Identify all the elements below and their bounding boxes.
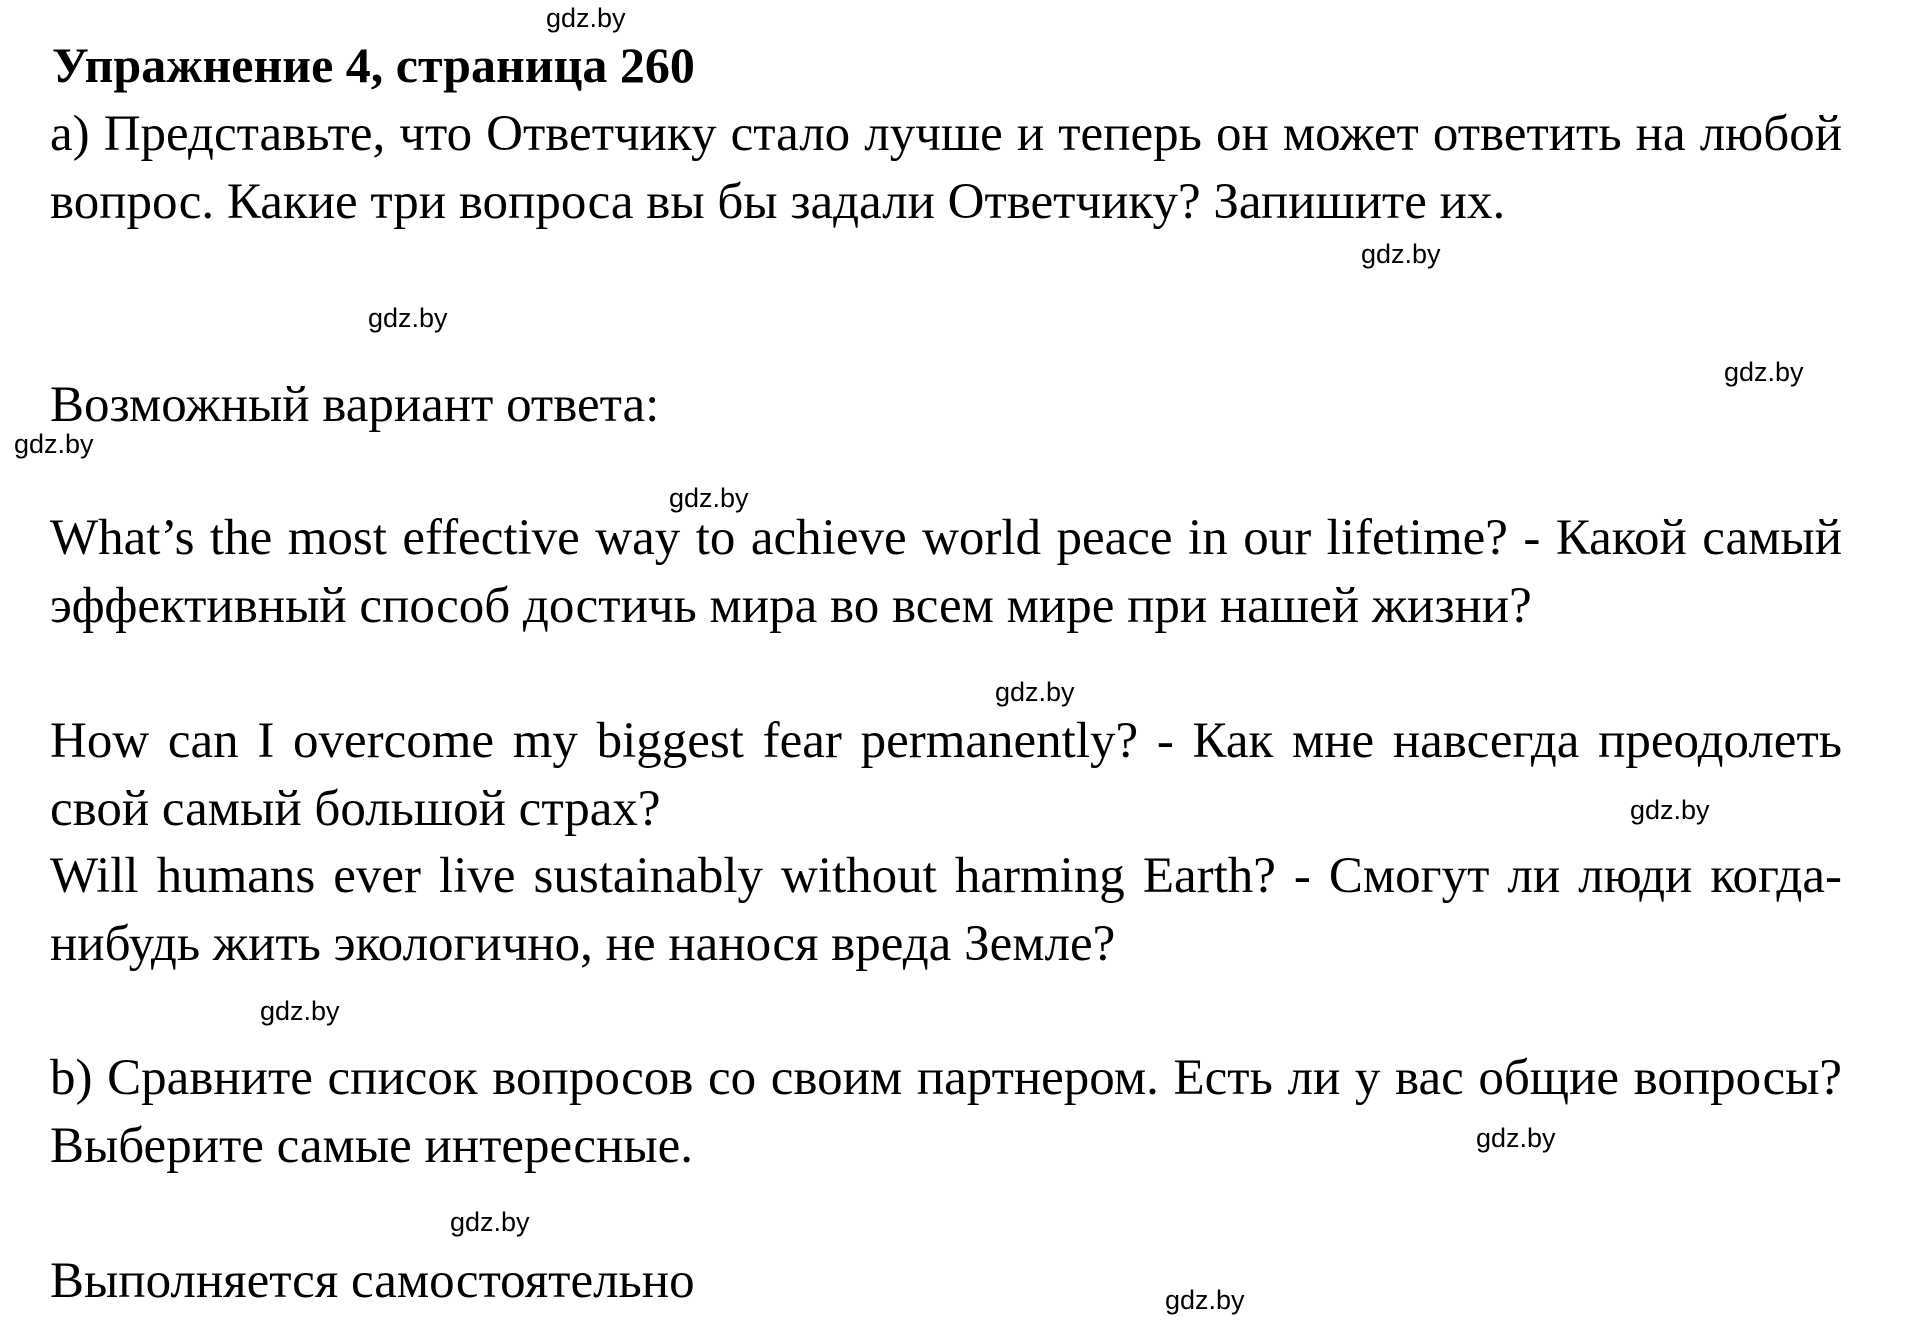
watermark: gdz.by	[450, 1207, 530, 1237]
watermark: gdz.by	[260, 996, 340, 1026]
answer-1: What’s the most effective way to achieve world peace in our lifetime? - Какой самый эффективный способ достичь мира во всем мире при нашей жизни?	[50, 510, 1842, 634]
watermark: gdz.by	[368, 303, 448, 333]
answer-label: Возможный вариант ответа:	[50, 377, 660, 433]
answer-3: Will humans ever live sustainably without harming Earth? - Смогут ли люди когда-нибудь жить экологично, не нанося вреда Земле?	[50, 848, 1842, 972]
task-a-text: a) Представьте, что Ответчику стало лучше и теперь он может ответить на любой вопрос. Какие три вопроса вы бы задали Ответчику? Запишите их.	[50, 106, 1842, 230]
watermark: gdz.by	[1630, 795, 1710, 825]
watermark: gdz.by	[995, 677, 1075, 707]
watermark: gdz.by	[1165, 1285, 1245, 1315]
watermark: gdz.by	[1361, 239, 1441, 269]
watermark: gdz.by	[1724, 357, 1804, 387]
task-b-text: b) Сравните список вопросов со своим партнером. Есть ли у вас общие вопросы? Выберите самые интересные.	[50, 1050, 1842, 1174]
watermark: gdz.by	[669, 483, 749, 513]
watermark: gdz.by	[1476, 1123, 1556, 1153]
answer-2: How can I overcome my biggest fear permanently? - Как мне навсегда преодолеть свой самый большой страх?	[50, 713, 1842, 837]
watermark: gdz.by	[14, 429, 94, 459]
result-text: Выполняется самостоятельно	[50, 1253, 695, 1309]
watermark: gdz.by	[546, 3, 626, 33]
exercise-title: Упражнение 4, страница 260	[52, 37, 695, 93]
